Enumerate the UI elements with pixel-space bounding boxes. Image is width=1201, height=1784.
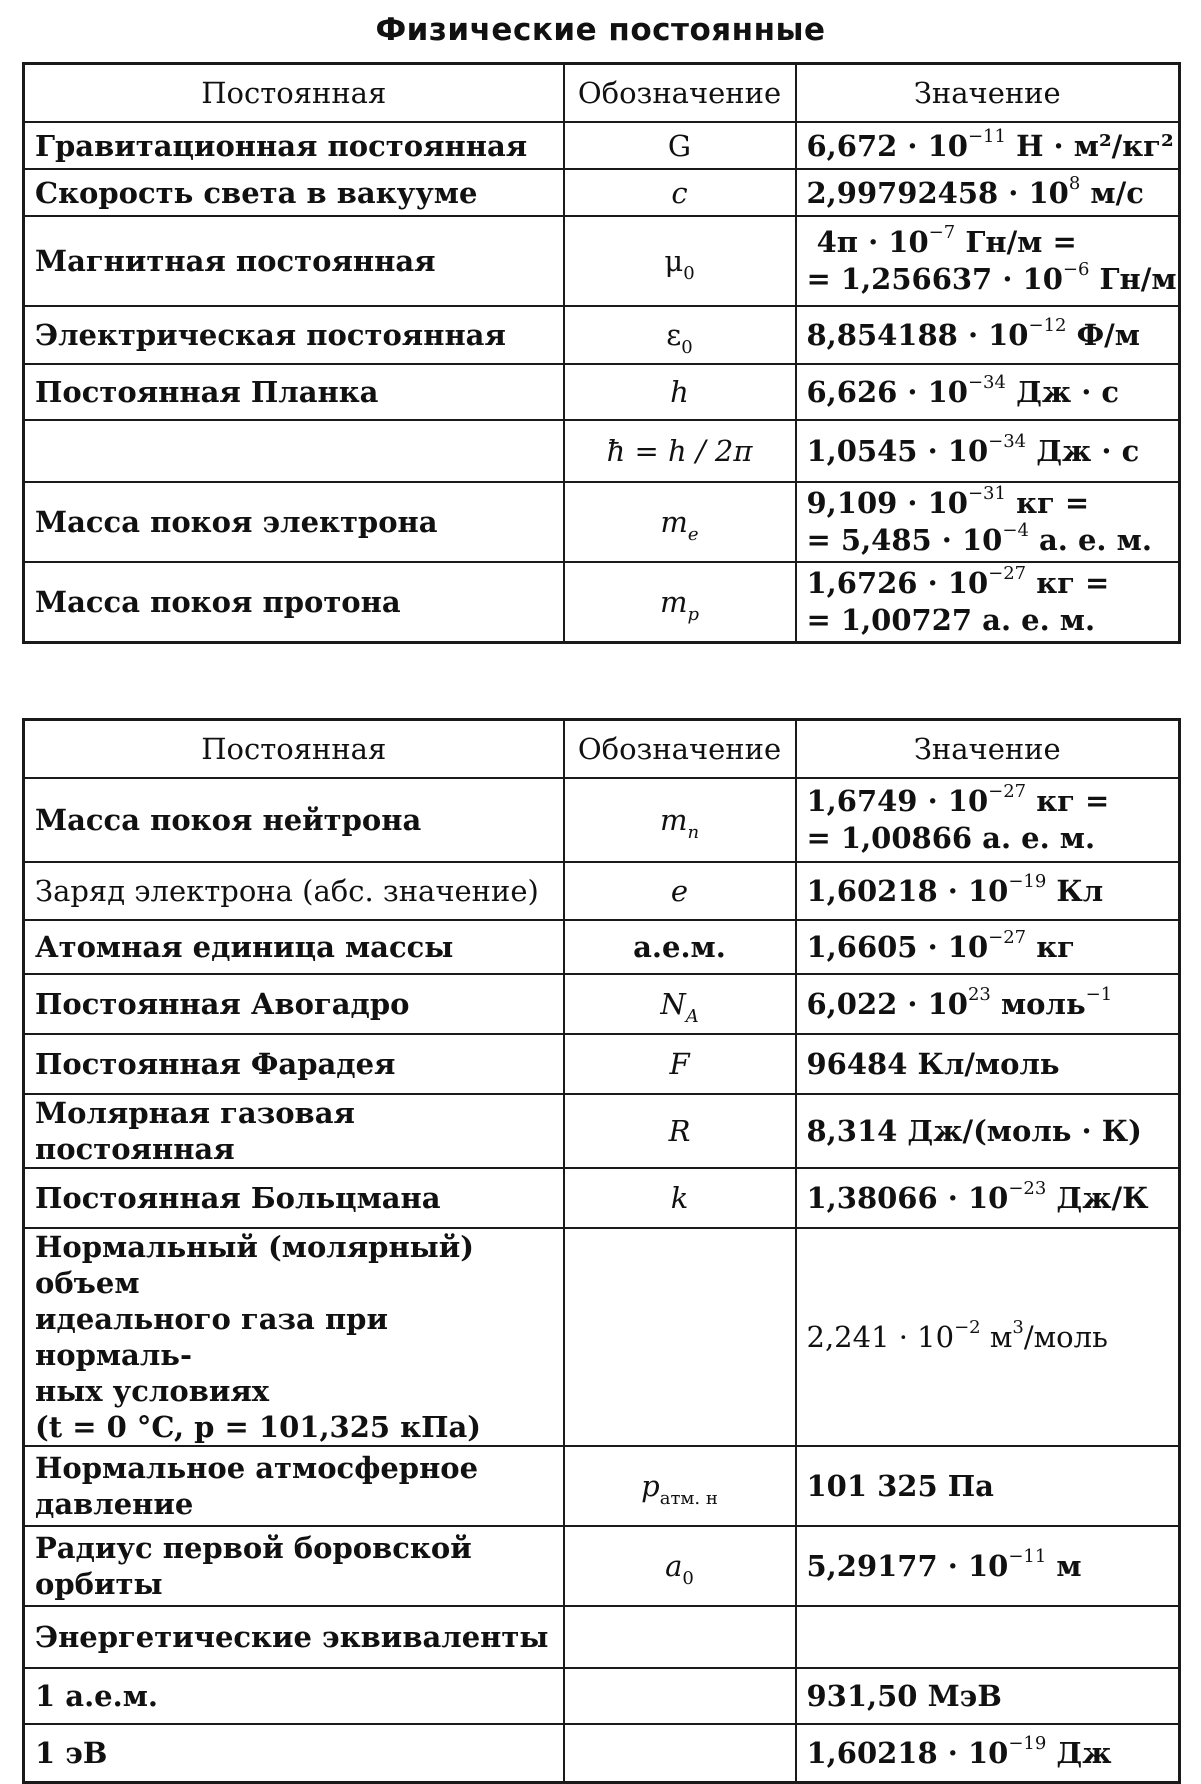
constant-symbol: h: [564, 364, 796, 420]
table-row: [24, 1724, 1180, 1782]
page-title: Физические постоянные: [375, 12, 826, 48]
constant-symbol: c: [564, 169, 796, 216]
constant-value: $6,626 \cdot 10^{-34}$ Дж · с: [796, 364, 1180, 420]
table-row: [24, 420, 1180, 482]
table-row: [24, 1446, 1180, 1526]
constant-name: Заряд электрона (абс. значение): [24, 862, 564, 920]
constant-name: Нормальное атмосферное давление: [24, 1446, 564, 1526]
header-name: Постоянная: [24, 720, 564, 779]
constant-symbol: ħ = h / 2π: [564, 420, 796, 482]
header-name: Постоянная: [24, 64, 564, 123]
constants-table-1: [22, 62, 1181, 644]
constant-name: Постоянная Фарадея: [24, 1034, 564, 1094]
constant-name: Нормальный (молярный) объем идеального газа при нормаль- ных условиях (t = 0 °C, p = 101,325 кПа): [24, 1228, 564, 1446]
constant-name: Атомная единица массы: [24, 920, 564, 974]
table-row: [24, 920, 1180, 974]
constant-value: $2,99792458 \cdot 10^8$ м/с: [796, 169, 1180, 216]
constant-value: 8,314 Дж/(моль · К): [796, 1094, 1180, 1168]
constant-name: Скорость света в вакууме: [24, 169, 564, 216]
constant-name: Электрическая постоянная: [24, 306, 564, 364]
table-row: [24, 306, 1180, 364]
constant-symbol: e: [564, 862, 796, 920]
constant-symbol: а.е.м.: [564, 920, 796, 974]
table-row: [24, 862, 1180, 920]
table-row: [24, 216, 1180, 306]
table-row: [24, 778, 1180, 862]
table-row: [24, 364, 1180, 420]
constant-value: $1,60218 \cdot 10^{-19}$ Кл: [796, 862, 1180, 920]
table-header-row: [24, 720, 1180, 779]
constant-value: $6,672 \cdot 10^{-11}$ Н · м²/кг²: [796, 122, 1180, 169]
header-value: Значение: [796, 64, 1180, 123]
constant-name: 1 эВ: [24, 1724, 564, 1782]
table-row: [24, 1526, 1180, 1606]
table-row: [24, 1034, 1180, 1094]
constant-value: 96484 Кл/моль: [796, 1034, 1180, 1094]
constant-symbol: $a_0$: [564, 1526, 796, 1606]
constant-name: [24, 420, 564, 482]
constant-name: Гравитационная постоянная: [24, 122, 564, 169]
constant-value: $5,29177 \cdot 10^{-11}$ м: [796, 1526, 1180, 1606]
constant-name: Постоянная Больцмана: [24, 1168, 564, 1228]
constant-symbol: $\mu_0$: [564, 216, 796, 306]
constant-symbol: R: [564, 1094, 796, 1168]
constant-value: $1,60218 \cdot 10^{-19}$ Дж: [796, 1724, 1180, 1782]
constant-symbol: G: [564, 122, 796, 169]
constant-name: Масса покоя протона: [24, 562, 564, 642]
constant-name: Постоянная Авогадро: [24, 974, 564, 1034]
constant-value: $1,6605 \cdot 10^{-27}$ кг: [796, 920, 1180, 974]
constant-symbol: [564, 1228, 796, 1446]
header-value: Значение: [796, 720, 1180, 779]
constant-value: $2,241 \cdot 10^{-2}$ $м^3$/моль: [796, 1228, 1180, 1446]
constant-value: 931,50 МэВ: [796, 1668, 1180, 1724]
constant-name: Молярная газовая постоянная: [24, 1094, 564, 1168]
constant-value: $4\pi \cdot 10^{-7}$ Гн/м = = $1,256637 \cdot 10^{-6}$ Гн/м: [796, 216, 1180, 306]
constant-value: $1,0545 \cdot 10^{-34}$ Дж · с: [796, 420, 1180, 482]
constant-symbol: $m_n$: [564, 778, 796, 862]
constant-value: $1,6749 \cdot 10^{-27}$ кг = = 1,00866 а. е. м.: [796, 778, 1180, 862]
table-row: [24, 1668, 1180, 1724]
constant-name: Постоянная Планка: [24, 364, 564, 420]
table-header-row: [24, 64, 1180, 123]
constant-value: $6,022 \cdot 10^{23}$ моль$^{-1}$: [796, 974, 1180, 1034]
constant-symbol: $N_A$: [564, 974, 796, 1034]
table-row: [24, 1228, 1180, 1446]
constant-symbol: [564, 1668, 796, 1724]
constant-value: $1,6726 \cdot 10^{-27}$ кг = = 1,00727 а. е. м.: [796, 562, 1180, 642]
table-row: [24, 974, 1180, 1034]
constant-symbol: [564, 1724, 796, 1782]
constant-value: 101 325 Па: [796, 1446, 1180, 1526]
table-row: [24, 1606, 1180, 1668]
constant-value: $9,109 \cdot 10^{-31}$ кг = = $5,485 \cdot 10^{-4}$ а. е. м.: [796, 482, 1180, 562]
constant-name: Масса покоя нейтрона: [24, 778, 564, 862]
constant-symbol: $m_p$: [564, 562, 796, 642]
constant-value: [796, 1606, 1180, 1668]
constant-symbol: F: [564, 1034, 796, 1094]
header-symbol: Обозначение: [564, 64, 796, 123]
constant-name: Магнитная постоянная: [24, 216, 564, 306]
constant-symbol: [564, 1606, 796, 1668]
constant-value: $1,38066 \cdot 10^{-23}$ Дж/К: [796, 1168, 1180, 1228]
constants-table-2: [22, 718, 1181, 1784]
header-symbol: Обозначение: [564, 720, 796, 779]
constant-name: Радиус первой боровской орбиты: [24, 1526, 564, 1606]
table-row: [24, 169, 1180, 216]
table-row: [24, 122, 1180, 169]
table-row: [24, 1094, 1180, 1168]
table-row: [24, 1168, 1180, 1228]
constant-symbol: $p_{атм. н}$: [564, 1446, 796, 1526]
constant-symbol: k: [564, 1168, 796, 1228]
constant-value: $8,854188 \cdot 10^{-12}$ Ф/м: [796, 306, 1180, 364]
constant-symbol: $\varepsilon_0$: [564, 306, 796, 364]
table-row: [24, 562, 1180, 642]
constant-name: Масса покоя электрона: [24, 482, 564, 562]
constant-name: Энергетические эквиваленты: [24, 1606, 564, 1668]
constant-symbol: $m_e$: [564, 482, 796, 562]
table-row: [24, 482, 1180, 562]
constant-name: 1 а.е.м.: [24, 1668, 564, 1724]
